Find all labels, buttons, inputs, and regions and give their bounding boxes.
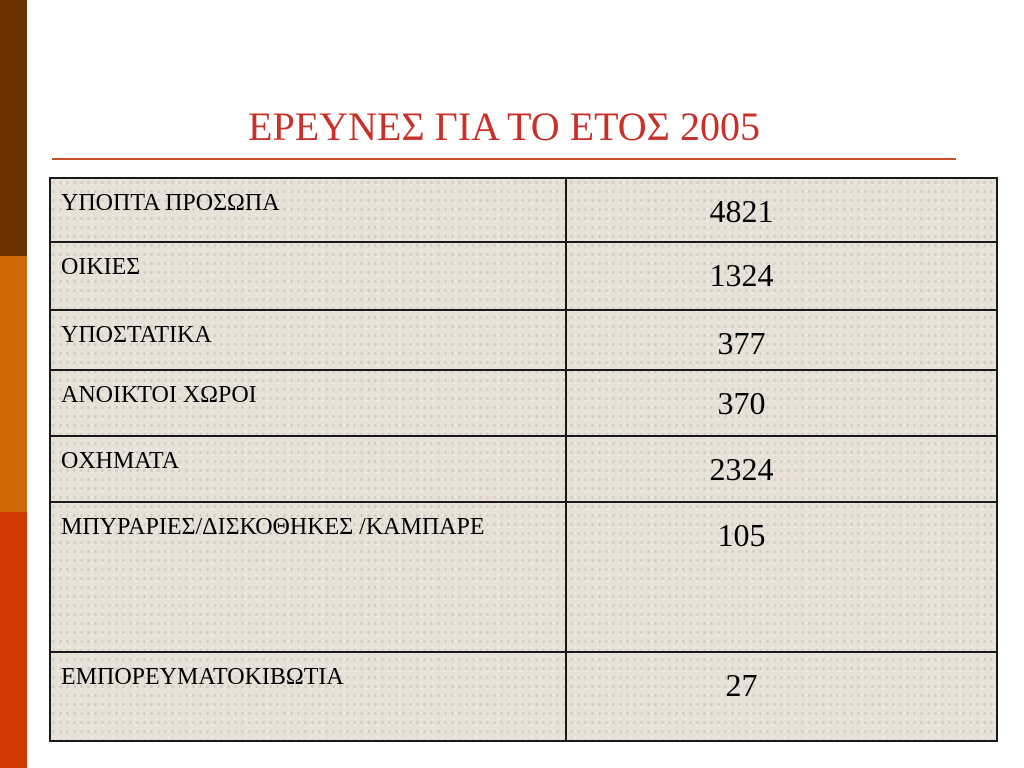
row-value: 370 <box>566 370 997 436</box>
row-value: 2324 <box>566 436 997 502</box>
row-value: 105 <box>566 502 997 652</box>
slide-title: ΕΡΕΥΝΕΣ ΓΙΑ ΤΟ ΕΤΟΣ 2005 <box>248 104 760 149</box>
table-row <box>50 310 997 370</box>
sidebar-band-bottom <box>0 512 27 768</box>
row-label: ΕΜΠΟΡΕΥΜΑΤΟΚΙΒΩΤΙΑ <box>50 652 566 741</box>
row-label: ΟΧΗΜΑΤΑ <box>50 436 566 502</box>
row-label: ΥΠΟΣΤΑΤΙΚΑ <box>50 310 566 370</box>
table-row <box>50 502 997 652</box>
sidebar-band-middle <box>0 256 27 512</box>
table-row <box>50 242 997 310</box>
row-label: ΟΙΚΙΕΣ <box>50 242 566 310</box>
row-value: 1324 <box>566 242 997 310</box>
title-divider <box>52 158 956 160</box>
row-value: 377 <box>566 310 997 370</box>
row-label: ΜΠΥΡΑΡΙΕΣ/ΔΙΣΚΟΘΗΚΕΣ /ΚΑΜΠΑΡΕ <box>50 502 566 652</box>
row-value: 4821 <box>566 178 997 242</box>
table-row <box>50 370 997 436</box>
sidebar-band-top <box>0 0 27 256</box>
table-row <box>50 178 997 242</box>
table-row <box>50 436 997 502</box>
row-value: 27 <box>566 652 997 741</box>
table-row <box>50 652 997 741</box>
row-label: ΑΝΟΙΚΤΟΙ ΧΩΡΟΙ <box>50 370 566 436</box>
data-table <box>49 177 998 742</box>
row-label: ΥΠΟΠΤΑ ΠΡΟΣΩΠΑ <box>50 178 566 242</box>
